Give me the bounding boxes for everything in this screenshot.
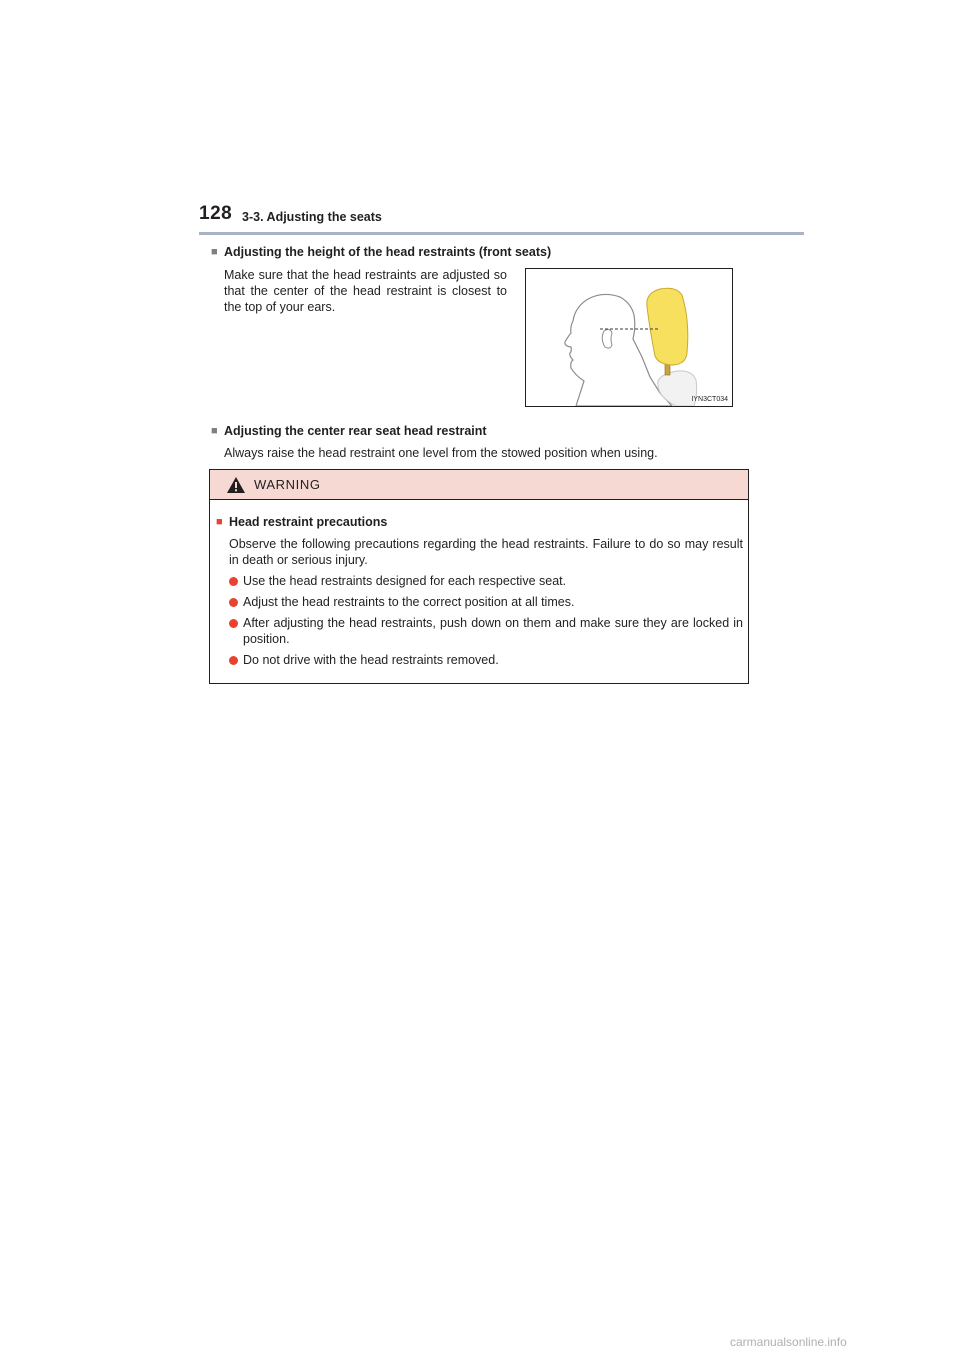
heading-text: Adjusting the height of the head restraints (front seats)	[224, 245, 552, 259]
page-header	[199, 203, 804, 237]
warning-bullet: Adjust the head restraints to the correct position at all times.	[229, 594, 743, 610]
page-number: 128	[199, 203, 233, 224]
heading-front-head-restraints	[211, 245, 551, 259]
bullet-dot-icon	[229, 656, 238, 665]
figure-code: IYN3CT034	[691, 396, 728, 403]
bullet-dot-icon	[229, 577, 238, 586]
paragraph-front-head-restraints: Make sure that the head restraints are adjusted so that the center of the head restraint is closest to the top of your ears.	[224, 268, 507, 314]
head-silhouette-icon	[526, 269, 732, 406]
heading-center-rear-head-restraint	[211, 424, 487, 438]
warning-title: WARNING	[254, 477, 321, 492]
warning-heading	[216, 515, 387, 529]
paragraph-center-rear-head-restraint: Always raise the head restraint one level from the stowed position when using.	[224, 446, 658, 460]
bullet-dot-icon	[229, 619, 238, 628]
heading-text: Adjusting the center rear seat head restraint	[224, 424, 487, 438]
warning-triangle-icon	[226, 476, 246, 494]
warning-heading-text: Head restraint precautions	[229, 515, 388, 529]
watermark: carmanualsonline.info	[730, 1335, 847, 1349]
head-restraint-illustration	[525, 268, 733, 407]
warning-header	[210, 470, 748, 500]
warning-box	[209, 469, 749, 684]
square-bullet-icon: ■	[211, 425, 218, 437]
square-bullet-icon: ■	[216, 516, 223, 528]
bullet-dot-icon	[229, 598, 238, 607]
square-bullet-icon: ■	[211, 246, 218, 258]
headrest-shape	[647, 288, 688, 365]
section-title: 3-3. Adjusting the seats	[242, 210, 382, 224]
warning-bullet: Do not drive with the head restraints removed.	[229, 652, 743, 668]
warning-bullet: Use the head restraints designed for each respective seat.	[229, 573, 743, 589]
warning-intro: Observe the following precautions regarding the head restraints. Failure to do so may result in death or serious injury.	[229, 537, 743, 567]
warning-bullet: After adjusting the head restraints, push down on them and make sure they are locked in position.	[229, 615, 743, 647]
header-rule	[199, 232, 804, 235]
